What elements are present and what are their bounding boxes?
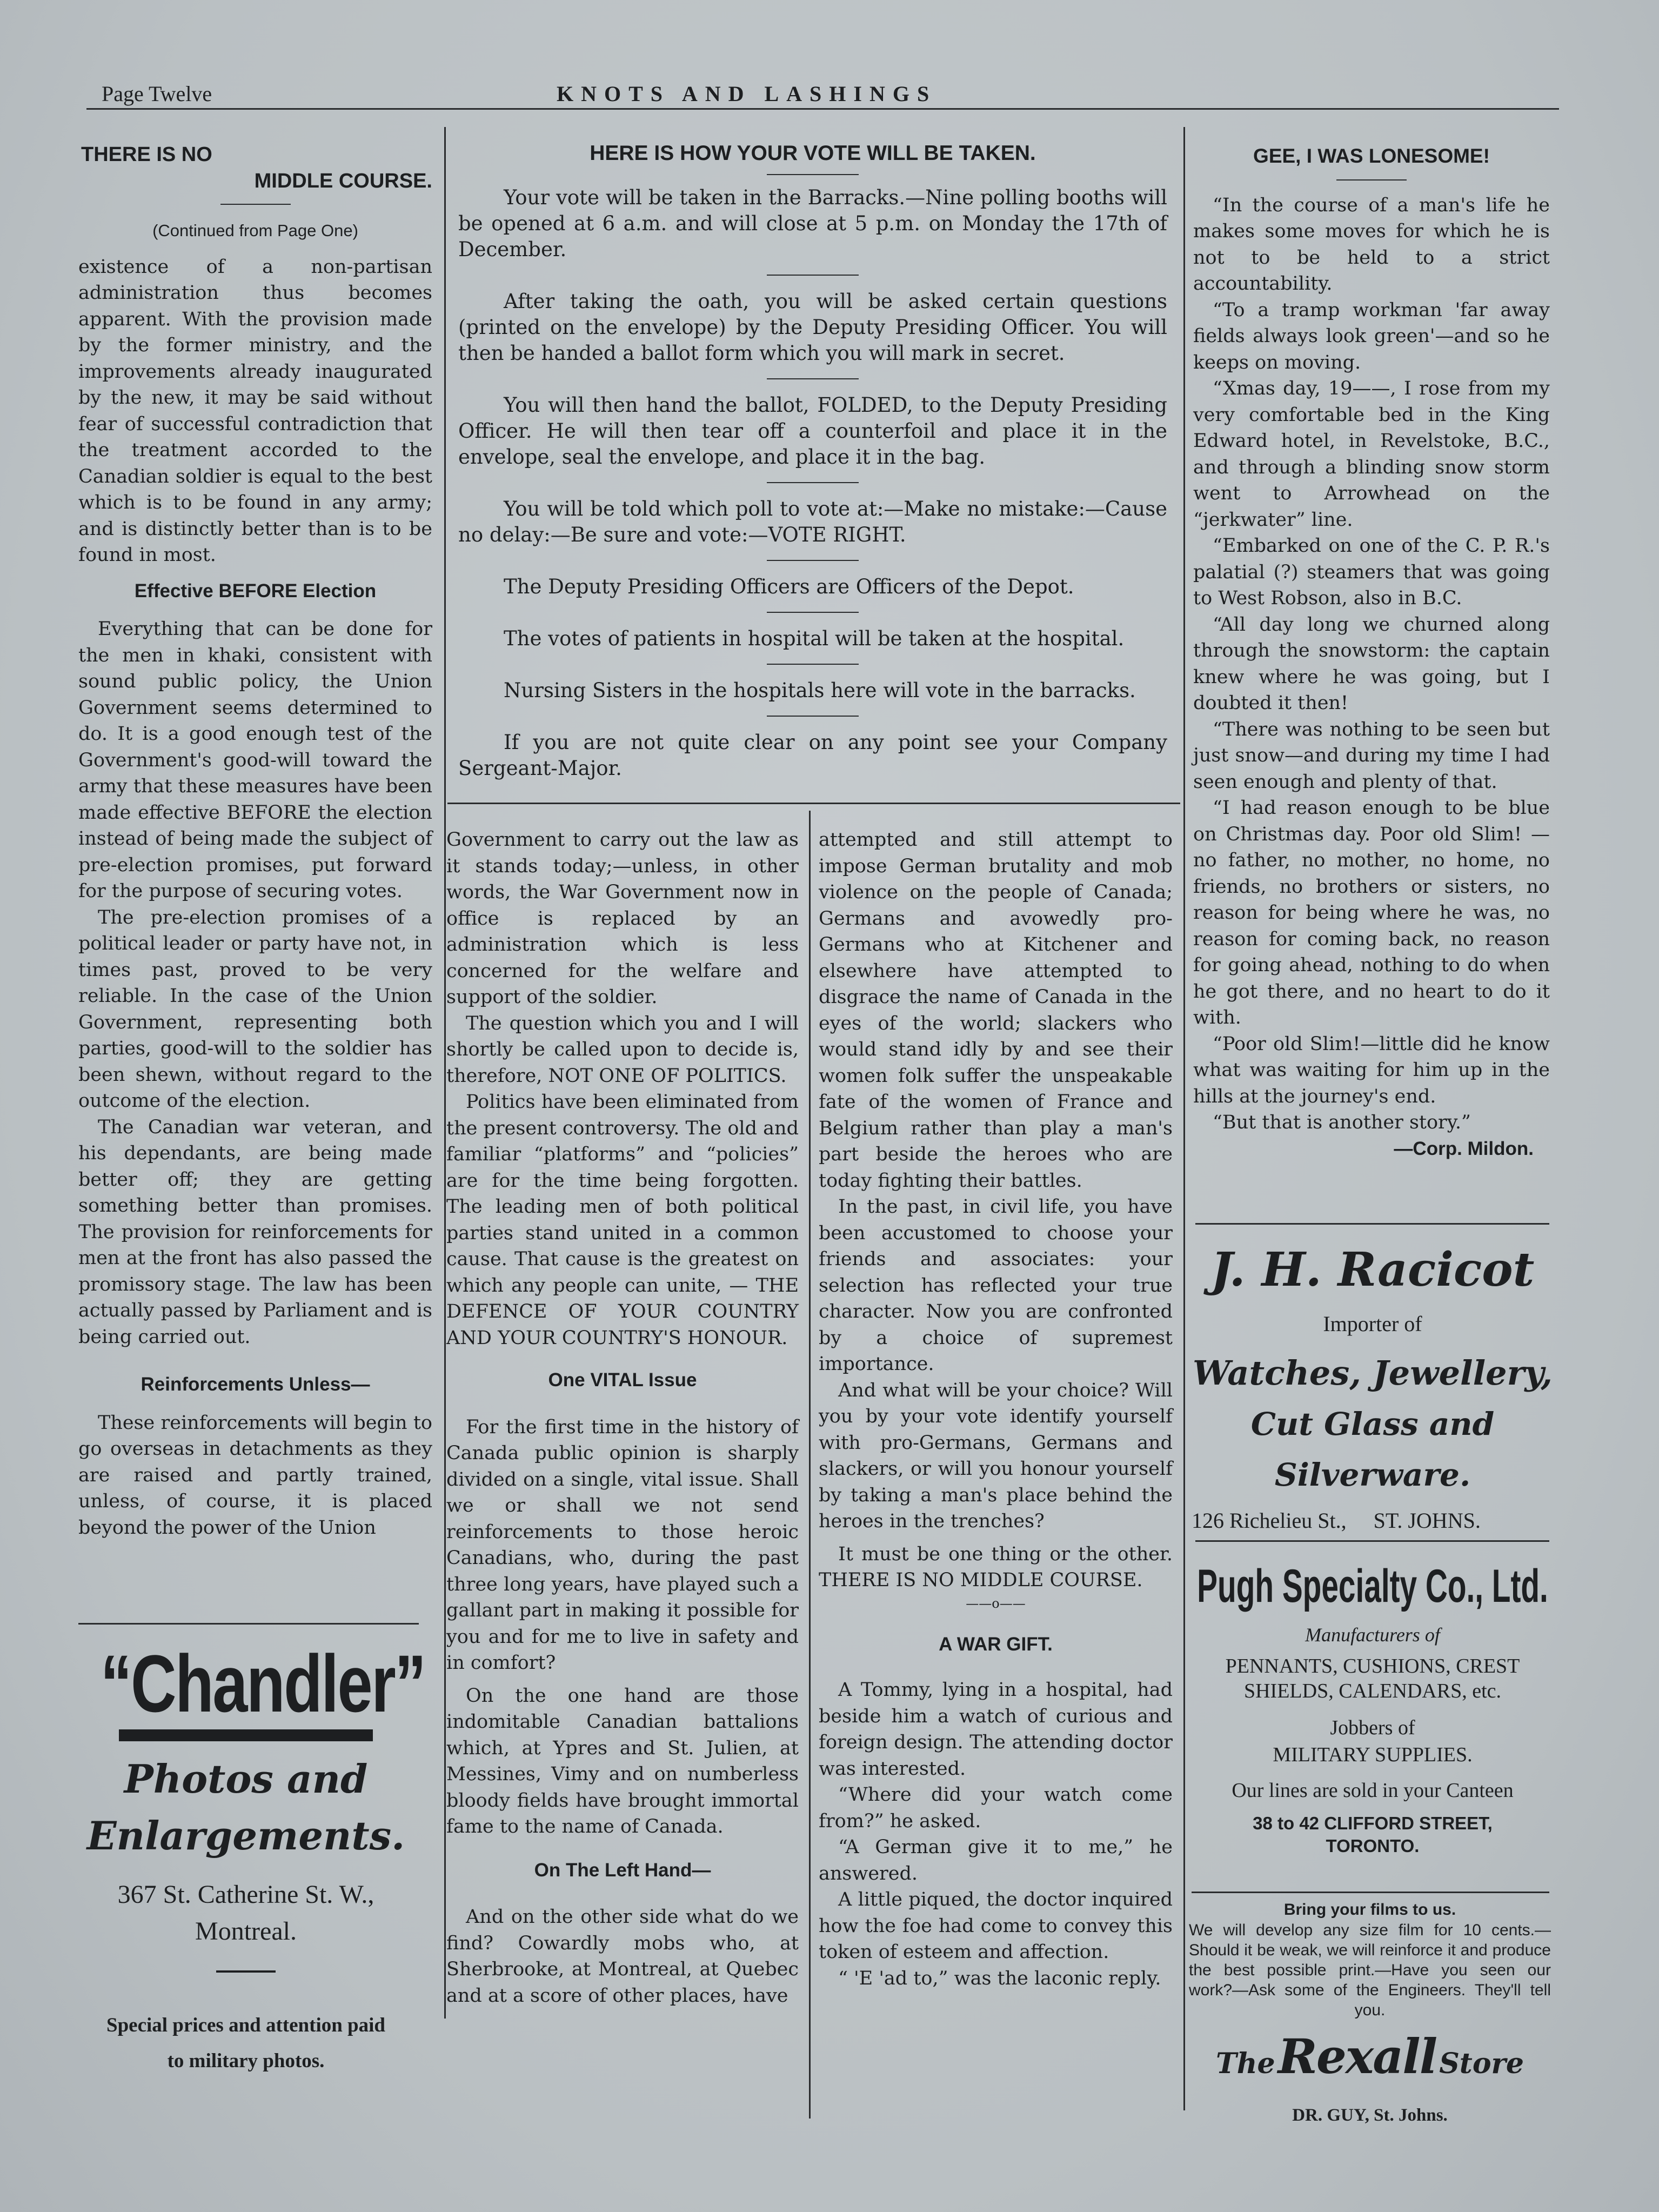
article-middle-course	[78, 142, 432, 1541]
paragraph: In the past, in civil life, you have been accustomed to choose your friends and associates: your selection has reflected your true character. Now you are confronted by a choice of supremest importance.	[819, 1196, 1173, 1375]
column-rule	[1195, 1540, 1549, 1542]
title-rule	[220, 204, 291, 205]
pugh-city: TORONTO.	[1326, 1836, 1420, 1856]
article-continuation	[446, 827, 799, 2009]
racicot-line1: Watches, Jewellery,	[1193, 1353, 1553, 1393]
chandler-name: “Chandler”	[100, 1638, 425, 1729]
paragraph: “All day long we churned along through the snowstorm: the captain knew where he was going, but I doubted it then!	[1193, 613, 1550, 714]
column-divider	[809, 811, 811, 2119]
paragraph: A Tommy, lying in a hospital, had beside him a watch of curious and foreign design. The attending doctor was interested.	[819, 1679, 1173, 1780]
chandler-ad	[59, 1638, 432, 2076]
rexall-head: Bring your films to us.	[1283, 1901, 1456, 1919]
paragraph: And on the other side what do we find? Cowardly mobs who, at Sherbrooke, at Montreal, at Quebec and at a score of other places, have	[446, 1906, 799, 2007]
column-rule	[78, 1623, 419, 1625]
chandler-city: Montreal.	[195, 1917, 297, 1946]
paragraph: “Poor old Slim!—little did he know what was waiting for him up in the hills at the journey's end.	[1193, 1033, 1550, 1107]
vote-paragraph: Nursing Sisters in the hospitals here will vote in the barracks.	[504, 679, 1136, 702]
paragraph: “Xmas day, 19——, I rose from my very comfortable bed in the King Edward hotel, in Revelstoke, B.C., and through a blinding snow storm went to Arrowhead on the “jerkwater” line.	[1193, 378, 1550, 531]
pugh-manufacturers: Manufacturers of	[1305, 1624, 1440, 1646]
column-rule	[1192, 1892, 1549, 1893]
chandler-line2: Enlargements.	[86, 1813, 405, 1859]
separator-rule	[767, 716, 859, 717]
chandler-special2: to military photos.	[167, 2050, 325, 2072]
paragraph: Everything that can be done for the men in khaki, consistent with sound public policy, the Union Government seems determined to do. It is a good enough test of the Government's good-will toward the army that these measures have been made effective BEFORE the election instead of being made the subject of pre-election promises, put forward for the purpose of securing votes.	[78, 618, 432, 902]
separator-rule	[767, 560, 859, 561]
vote-paragraph: If you are not quite clear on any point see your Company Sergeant-Major.	[458, 731, 1167, 780]
racicot-line2: Cut Glass and	[1250, 1406, 1495, 1442]
title-rule	[1336, 179, 1407, 181]
paragraph: On the one hand are those indomitable Canadian battalions which, at Ypres and St. Julien, at Messines, Vimy and on numberless bloody fields have brought immortal fame to the name of Canada.	[446, 1685, 799, 1837]
vote-instructions	[458, 141, 1167, 781]
chandler-rule	[216, 1970, 276, 1973]
section-heading-effective: Effective BEFORE Election	[134, 580, 377, 602]
paragraph: “I had reason enough to be blue on Christmas day. Poor old Slim! —no father, no mother, no home, no friends, no brothers or sisters, no reason for being where he was, no reason for coming back, no reason for going ahead, nothing to do when he got there, and no heart to do it with.	[1193, 797, 1550, 1028]
column-divider	[444, 127, 446, 2019]
page-number: Page Twelve	[102, 82, 212, 106]
separator-rule	[767, 664, 859, 665]
paragraph: “Where did your watch come from?” he asked.	[819, 1784, 1173, 1832]
paragraph: The pre-election promises of a political leader or party have not, in times past, proved to be very reliable. In the case of the Union Government, representing both parties, good-will to the soldier has been shewn, without regard to the outcome of the election.	[78, 906, 432, 1112]
separator-rule	[767, 482, 859, 483]
section-heading-reinforcements: Reinforcements Unless—	[141, 1374, 370, 1395]
vote-paragraph: Your vote will be taken in the Barracks.—Nine polling booths will be opened at 6 a.m. and will close at 5 p.m. on Monday the 17th of December.	[458, 186, 1167, 261]
racicot-address: 126 Richelieu St.,	[1192, 1508, 1347, 1533]
rexall-owner: DR. GUY, St. Johns.	[1292, 2106, 1448, 2125]
paragraph: These reinforcements will begin to go overseas in detachments as they are raised and partly trained, unless, of course, it is placed beyond the power of the Union	[78, 1412, 432, 1539]
separator-rule	[767, 174, 859, 175]
paragraph: “But that is another story.”	[1213, 1112, 1471, 1133]
racicot-name: J. H. Racicot	[1210, 1242, 1535, 1297]
column-rule	[1195, 1223, 1549, 1225]
section-heading-vital: One VITAL Issue	[548, 1369, 697, 1391]
signature: —Corp. Mildon.	[1394, 1138, 1534, 1159]
war-gift-heading: A WAR GIFT.	[939, 1633, 1053, 1655]
paragraph: Politics have been eliminated from the present controversy. The old and familiar “platforms” and “policies” are for the time being forgotten. The leading men of both political parties stand united in a common cause. That cause is the greatest on which any people can unite, — THE DEFENCE OF YOUR COUNTRY AND YOUR COUNTRY'S HONOUR.	[446, 1091, 799, 1349]
paragraph: The question which you and I will shortly be called upon to decide is, therefore, NOT ONE OF POLITICS.	[446, 1012, 799, 1087]
vote-paragraph: The Deputy Presiding Officers are Officers of the Depot.	[504, 575, 1074, 598]
continued-note: (Continued from Page One)	[152, 221, 358, 240]
separator-rule	[767, 275, 859, 276]
racicot-ad	[1192, 1238, 1554, 1541]
pugh-ad	[1192, 1556, 1554, 1857]
vote-title: HERE IS HOW YOUR VOTE WILL BE TAKEN.	[590, 142, 1036, 165]
chandler-special1: Special prices and attention paid	[106, 2014, 385, 2036]
pugh-jobbers: Jobbers of	[1330, 1716, 1415, 1739]
separator-o: o	[992, 1595, 1000, 1611]
racicot-line3: Silverware.	[1274, 1456, 1471, 1493]
section-heading-left-hand: On The Left Hand—	[534, 1859, 711, 1881]
article-title-line2: MIDDLE COURSE.	[254, 169, 432, 192]
rexall-ad	[1189, 1900, 1551, 2127]
separator: ——o——	[966, 1595, 1026, 1611]
chandler-line1: Photos and	[124, 1756, 368, 1802]
vote-paragraph: You will then hand the ballot, FOLDED, to the Deputy Presiding Officer. He will then tear off a counterfoil and place it in the envelope, seal the envelope, and place it in the bag.	[458, 393, 1167, 469]
column-divider	[1183, 127, 1185, 2110]
paragraph: Government to carry out the law as it stands today;—unless, in other words, the War Government now in office is replaced by an administration which is less concerned for the welfare and support of the soldier.	[446, 829, 799, 1008]
racicot-address-line	[1192, 1500, 1554, 1541]
paragraph: “To a tramp workman 'far away fields always look green'—and so he keeps on moving.	[1193, 299, 1550, 373]
vote-paragraph: You will be told which poll to vote at:—Make no mistake:—Cause no delay:—Be sure and vote:—VOTE RIGHT.	[458, 497, 1167, 546]
masthead-title: KNOTS AND LASHINGS	[557, 82, 937, 106]
rexall-body: We will develop any size film for 10 cents.—Should it be weak, we will reinforce it and produce the best possible print.—Have you seen our work?—Ask some of the Engineers. They'll tell you.	[1189, 1921, 1551, 2019]
pugh-address: 38 to 42 CLIFFORD STREET,	[1253, 1813, 1493, 1833]
paragraph: “Embarked on one of the C. P. R.'s palatial (?) steamers that was going to West Robson, also in B.C.	[1193, 535, 1550, 609]
paragraph: “ 'E 'ad to,” was the laconic reply.	[838, 1967, 1161, 1989]
vote-paragraph: After taking the oath, you will be asked certain questions (printed on the envelope) by the Deputy Presiding Officer. You will then be handed a ballot form which you will mark in secret.	[458, 290, 1167, 365]
pugh-canteen: Our lines are sold in your Canteen	[1232, 1779, 1514, 1802]
pugh-name: Pugh Specialty Co., Ltd.	[1197, 1560, 1548, 1612]
paragraph: attempted and still attempt to impose German brutality and mob violence on the people of Canada; Germans and avowedly pro-Germans who at Kitchener and elsewhere have attempted to disgrace the name of Canada in the eyes of the world; slackers who would stand idly by and see their women folk suffer the unspeakable fate of the women of France and Belgium rather than play a man's part beside the heroes who are today fighting their battles.	[819, 829, 1173, 1192]
racicot-city: ST. JOHNS.	[1373, 1508, 1481, 1533]
paragraph: And what will be your choice? Will you by your vote identify yourself with pro-Germans, Germans and slackers, or will you honour yourself by taking a man's place behind the heroes in the trenches?	[819, 1379, 1173, 1532]
article-title-line1: THERE IS NO	[81, 143, 212, 166]
racicot-importer: Importer of	[1323, 1312, 1422, 1336]
vote-paragraph: The votes of patients in hospital will be taken at the hospital.	[504, 627, 1125, 650]
chandler-bar	[119, 1729, 373, 1741]
pugh-line2: SHIELDS, CALENDARS, etc.	[1243, 1680, 1502, 1702]
paragraph: For the first time in the history of Canada public opinion is sharply divided on a single, vital issue. Shall we or shall we not send reinforcements to those heroic Canadians, who, during the past three long years, have played such a gallant part in making it possible for you and for me to live in safety and in comfort?	[446, 1416, 799, 1674]
header-rule	[86, 108, 1559, 110]
rexall-store: Store	[1439, 2047, 1524, 2080]
paragraph: “There was nothing to be seen but just snow—and during my time I had seen enough and plenty of that.	[1193, 718, 1550, 793]
pugh-line1: PENNANTS, CUSHIONS, CREST	[1225, 1655, 1520, 1678]
rexall-brand: Rexall	[1277, 2028, 1437, 2084]
paragraph: The Canadian war veteran, and his dependants, are being made better off; they are getting something better than promises. The provision for reinforcements for men at the front has also passed the promissory stage. The law has been actually passed by Parliament and is being carried out.	[78, 1116, 432, 1348]
separator-rule	[767, 612, 859, 613]
paragraph: A little piqued, the doctor inquired how the foe had come to convey this token of esteem and affection.	[819, 1889, 1173, 1963]
pugh-supplies: MILITARY SUPPLIES.	[1273, 1743, 1473, 1766]
article-lonesome	[1193, 143, 1550, 1162]
lonesome-title: GEE, I WAS LONESOME!	[1253, 145, 1490, 167]
paragraph: existence of a non-partisan administration thus becomes apparent. With the provision made by the former ministry, and the improvements already inaugurated by the new, it may be said without fear of successful contradiction that the treatment accorded to the Canadian soldier is equal to the best which is to be found in any army; and is distinctly better than is to be found in most.	[78, 256, 432, 566]
separator-rule	[767, 378, 859, 379]
paragraph: It must be one thing or the other. THERE IS NO MIDDLE COURSE.	[819, 1543, 1173, 1591]
article-continuation-2	[819, 827, 1173, 1992]
vote-box-bottom-rule	[447, 803, 1180, 804]
rexall-logo	[1189, 2028, 1551, 2095]
rexall-the: The	[1216, 2047, 1275, 2080]
paragraph: “In the course of a man's life he makes some moves for which he is not to be held to a strict accountability.	[1193, 194, 1550, 295]
chandler-address: 367 St. Catherine St. W.,	[117, 1880, 374, 1909]
paragraph: “A German give it to me,” he answered.	[819, 1836, 1173, 1884]
